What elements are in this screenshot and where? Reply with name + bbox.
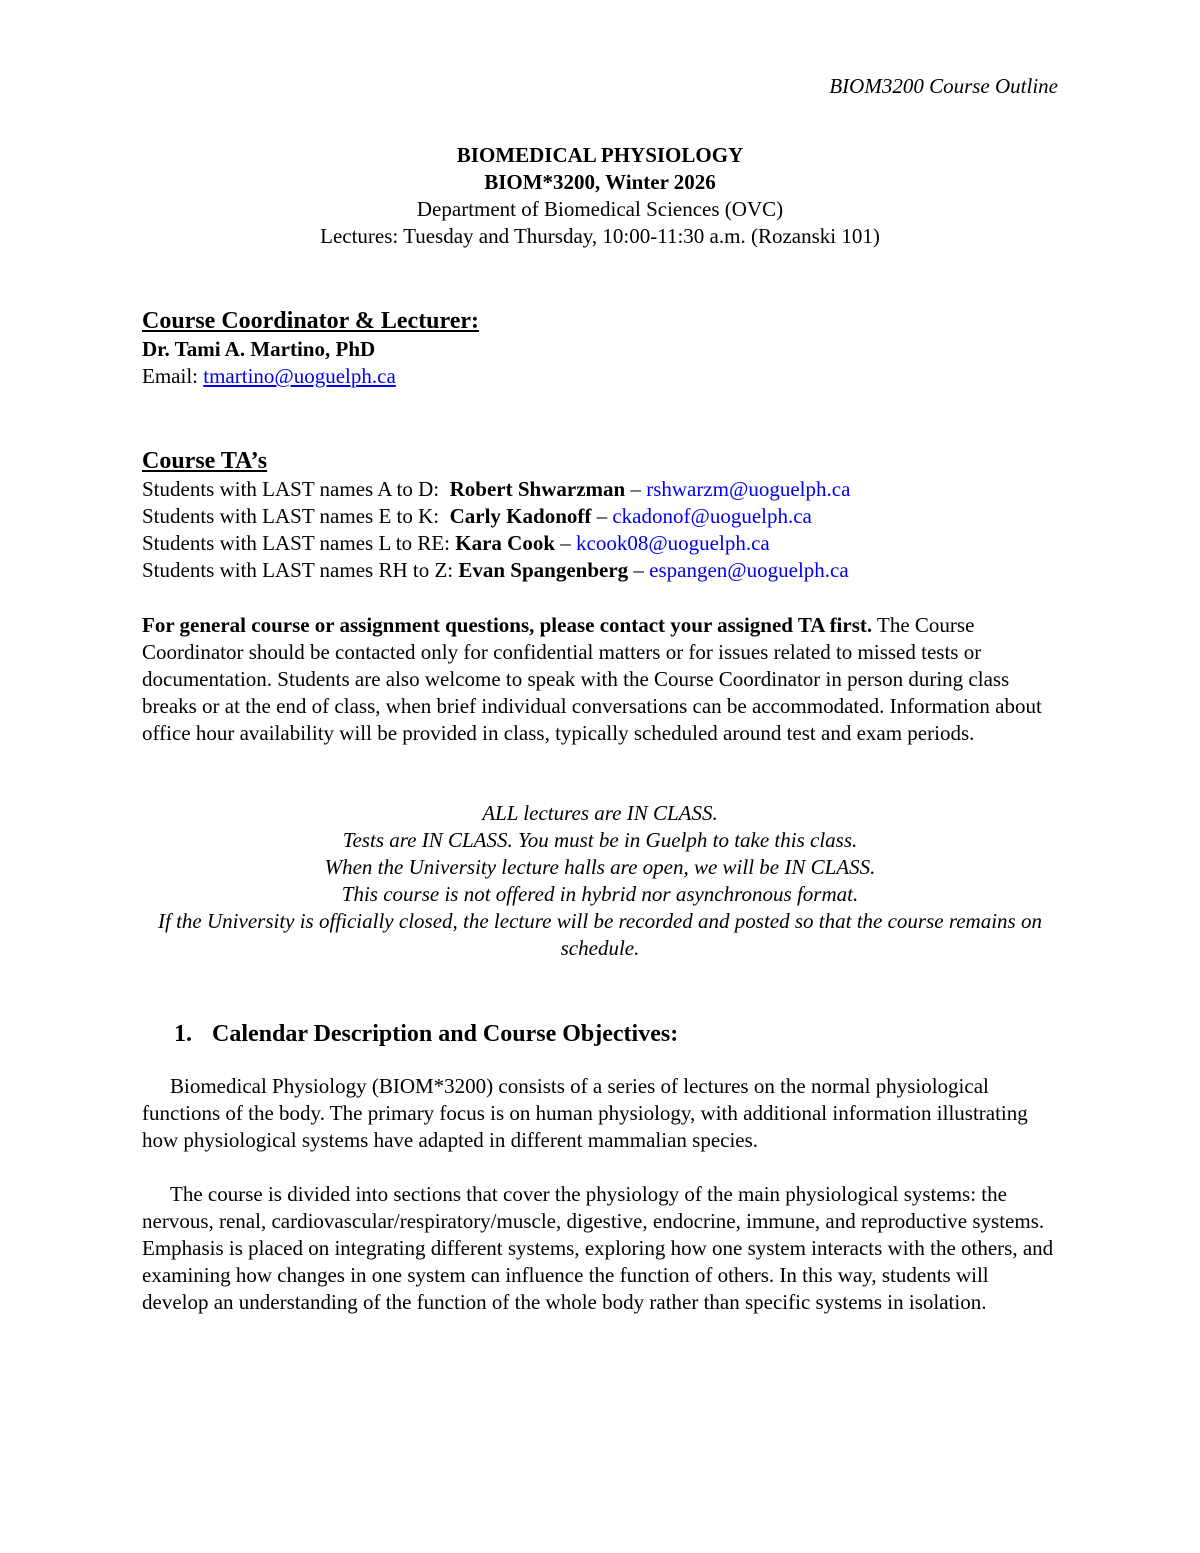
running-header: BIOM3200 Course Outline — [829, 74, 1058, 98]
ta-email-link[interactable]: espangen@uoguelph.ca — [649, 558, 849, 582]
ta-range: Students with LAST names E to K: — [142, 504, 450, 528]
coordinator-name: Dr. Tami A. Martino, PhD — [142, 337, 376, 361]
ta-range: Students with LAST names RH to Z: — [142, 558, 459, 582]
ta-separator: – — [625, 477, 647, 501]
ta-name: Carly Kadonoff — [449, 504, 592, 528]
section-number: 1. — [174, 1021, 192, 1047]
contact-paragraph — [142, 612, 1058, 747]
coordinator-block — [142, 306, 1058, 390]
ta-row — [142, 557, 1058, 584]
notice-line: This course is not offered in hybrid nor asynchronous format. — [341, 882, 859, 906]
notice-line: ALL lectures are IN CLASS. — [482, 801, 718, 825]
section-1-paragraph: The course is divided into sections that cover the physiology of the main physiological systems: the nervous, renal, cardiovascular/respiratory/muscle, digestive, endocrine, immune, and reproductive systems. Emphasis is placed on integrating different systems, exploring how one system interacts with the others, and examining how changes in one system can influence the function of others. In this way, students will develop an understanding of the function of the whole body rather than specific systems in isolation. — [142, 1182, 1054, 1314]
ta-separator: – — [628, 558, 650, 582]
ta-separator: – — [591, 504, 613, 528]
course-name: BIOMEDICAL PHYSIOLOGY — [456, 143, 744, 167]
contact-lead: For general course or assignment questions, please contact your assigned TA first. — [142, 613, 873, 637]
ta-range: Students with LAST names L to RE: — [142, 531, 456, 555]
ta-row — [142, 476, 1058, 503]
ta-separator: – — [555, 531, 576, 555]
email-label: Email: — [142, 364, 204, 388]
title-block — [142, 142, 1058, 250]
contact-body: The Course Coordinator should be contacted only for confidential matters or for issues related to missed tests or documentation. Students are also welcome to speak with the Course Coordinator in person during class breaks or at the end of class, when brief individual conversations can be accommodated. Information about office hour availability will be provided in class, typically scheduled around test and exam periods. — [142, 613, 1042, 745]
ta-email-link[interactable]: ckadonof@uoguelph.ca — [612, 504, 812, 528]
ta-name: Evan Spangenberg — [458, 558, 629, 582]
coordinator-heading: Course Coordinator & Lecturer: — [142, 308, 480, 334]
notice-line: Tests are IN CLASS. You must be in Guelph to take this class. — [342, 828, 858, 852]
ta-name: Kara Cook — [455, 531, 555, 555]
notice-line: When the University lecture halls are open, we will be IN CLASS. — [324, 855, 876, 879]
lecture-schedule: Lectures: Tuesday and Thursday, 10:00-11:30 a.m. (Rozanski 101) — [320, 224, 880, 248]
coordinator-email-line — [142, 363, 1058, 390]
ta-email-link[interactable]: rshwarzm@uoguelph.ca — [646, 477, 851, 501]
section-1-paragraph: Biomedical Physiology (BIOM*3200) consists of a series of lectures on the normal physiological functions of the body. The primary focus is on human physiology, with additional information illustrating how physiological systems have adapted in different mammalian species. — [142, 1074, 1028, 1152]
ta-name: Robert Shwarzman — [449, 477, 626, 501]
ta-email-link[interactable]: kcook08@uoguelph.ca — [576, 531, 770, 555]
course-code-term: BIOM*3200, Winter 2026 — [484, 170, 716, 194]
ta-row — [142, 530, 1058, 557]
attendance-notice — [142, 800, 1058, 962]
section-title: Calendar Description and Course Objectives: — [212, 1021, 679, 1047]
coordinator-email-link[interactable]: tmartino@uoguelph.ca — [203, 364, 396, 388]
ta-range: Students with LAST names A to D: — [142, 477, 450, 501]
ta-row — [142, 503, 1058, 530]
section-1-heading — [174, 1019, 678, 1049]
department: Department of Biomedical Sciences (OVC) — [416, 197, 784, 221]
ta-block — [142, 446, 1058, 584]
notice-line: If the University is officially closed, the lecture will be recorded and posted so that the course remains on schedule. — [158, 909, 1042, 960]
ta-heading: Course TA’s — [142, 448, 268, 474]
